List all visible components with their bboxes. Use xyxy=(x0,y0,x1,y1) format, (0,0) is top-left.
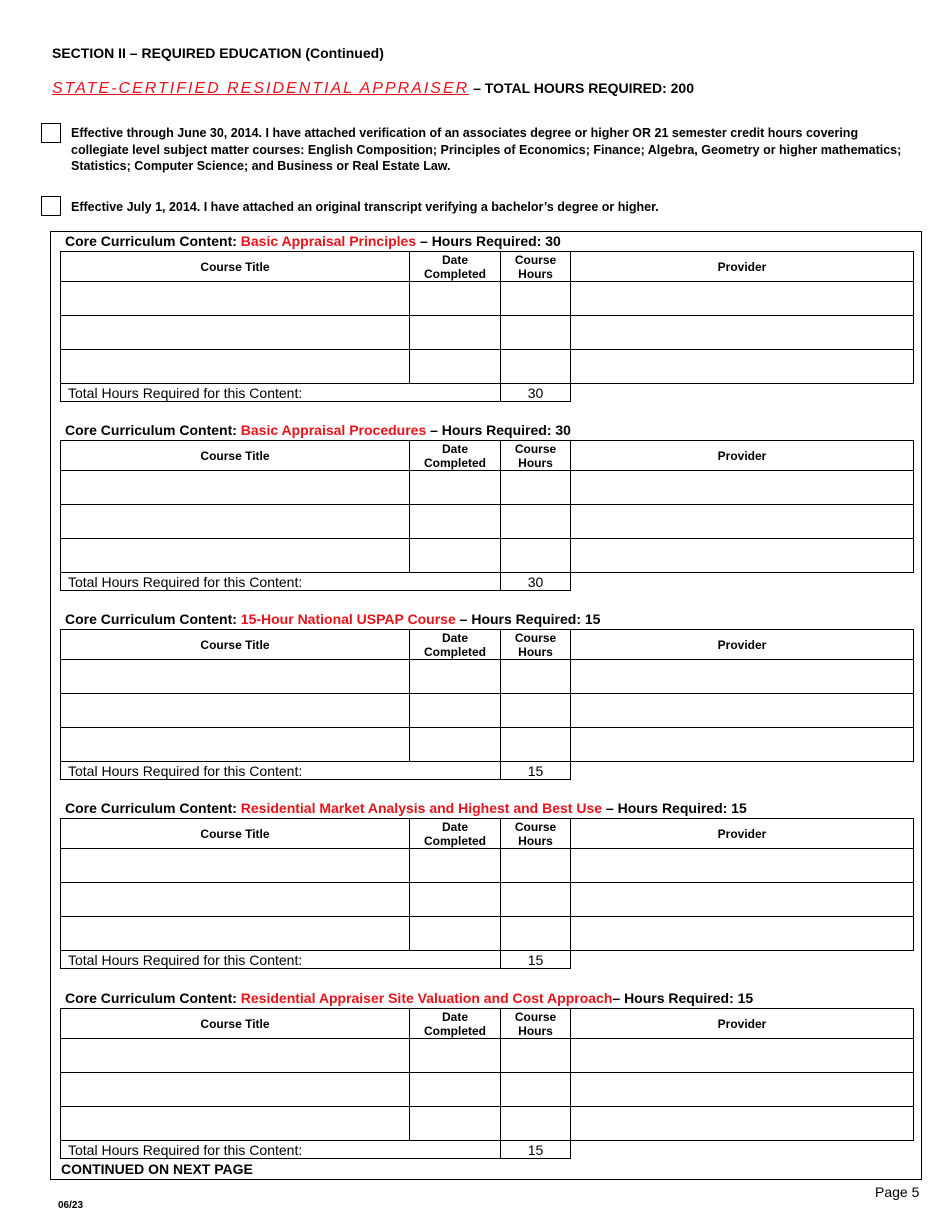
header-provider: Provider xyxy=(571,630,914,660)
course-table-5 xyxy=(60,1008,914,1159)
header-course-hours: Course Hours xyxy=(501,441,571,471)
date-completed-input[interactable] xyxy=(410,282,500,315)
course-hours-input[interactable] xyxy=(501,282,570,315)
provider-input[interactable] xyxy=(571,350,913,383)
table-row xyxy=(61,505,914,539)
core-content-label-1 xyxy=(65,233,561,249)
course-title-input[interactable] xyxy=(61,1073,409,1106)
provider-input[interactable] xyxy=(571,883,913,916)
core-content-hours: – Hours Required: 15 xyxy=(455,611,601,627)
course-title-input[interactable] xyxy=(61,660,409,693)
course-title-input[interactable] xyxy=(61,282,409,315)
date-completed-input[interactable] xyxy=(410,505,500,538)
provider-input[interactable] xyxy=(571,316,913,349)
date-completed-input[interactable] xyxy=(410,350,500,383)
core-content-label-4 xyxy=(65,800,747,816)
total-label: Total Hours Required for this Content: xyxy=(61,573,501,591)
table-row xyxy=(61,1039,914,1073)
page-number: Page 5 xyxy=(875,1184,920,1200)
option-1-text: Effective through June 30, 2014. I have attached verification of an associates degree or higher OR 21 semester credit hours covering collegiate level subject matter courses: English Composition; Principles of Economics; Finance; Algebra, Geometry or higher mathematics; Statistics; Computer Science; and Business or Real Estate Law. xyxy=(71,126,902,173)
header-date-completed: Date Completed xyxy=(410,819,501,849)
total-hours-value: 15 xyxy=(501,951,571,969)
core-content-topic: Basic Appraisal Procedures xyxy=(240,422,427,438)
header-course-title: Course Title xyxy=(61,441,410,471)
provider-input[interactable] xyxy=(571,539,913,572)
option-2-checkbox[interactable] xyxy=(41,196,61,216)
core-content-hours: – Hours Required: 15 xyxy=(612,990,754,1006)
core-content-prefix: Core Curriculum Content: xyxy=(65,611,241,627)
course-table-3 xyxy=(60,629,914,780)
total-row xyxy=(61,762,914,780)
date-completed-input[interactable] xyxy=(410,1039,500,1072)
provider-input[interactable] xyxy=(571,849,913,882)
date-completed-input[interactable] xyxy=(410,694,500,727)
total-row-spacer xyxy=(571,573,914,591)
total-row xyxy=(61,951,914,969)
section-title: SECTION II – REQUIRED EDUCATION (Continued) xyxy=(52,45,384,61)
course-hours-input[interactable] xyxy=(501,471,570,504)
provider-input[interactable] xyxy=(571,917,913,950)
header-course-hours: Course Hours xyxy=(501,1009,571,1039)
course-hours-input[interactable] xyxy=(501,539,570,572)
table-row xyxy=(61,883,914,917)
total-label: Total Hours Required for this Content: xyxy=(61,762,501,780)
header-provider: Provider xyxy=(571,441,914,471)
date-completed-input[interactable] xyxy=(410,539,500,572)
total-row-spacer xyxy=(571,951,914,969)
header-date-completed: Date Completed xyxy=(410,252,501,282)
core-content-topic: Residential Appraiser Site Valuation and Cost Approach xyxy=(240,990,613,1006)
header-course-hours: Course Hours xyxy=(501,819,571,849)
total-label: Total Hours Required for this Content: xyxy=(61,951,501,969)
course-hours-input[interactable] xyxy=(501,1039,570,1072)
table-row xyxy=(61,694,914,728)
course-hours-input[interactable] xyxy=(501,917,570,950)
date-completed-input[interactable] xyxy=(410,883,500,916)
certification-heading xyxy=(52,80,694,98)
header-date-completed: Date Completed xyxy=(410,630,501,660)
course-hours-input[interactable] xyxy=(501,350,570,383)
table-row xyxy=(61,471,914,505)
table-header-row xyxy=(61,441,914,471)
total-hours-value: 30 xyxy=(501,384,571,402)
header-course-hours: Course Hours xyxy=(501,630,571,660)
provider-input[interactable] xyxy=(571,471,913,504)
provider-input[interactable] xyxy=(571,505,913,538)
header-date-completed: Date Completed xyxy=(410,441,501,471)
course-title-input[interactable] xyxy=(61,505,409,538)
table-row xyxy=(61,316,914,350)
total-hours-value: 30 xyxy=(501,573,571,591)
course-title-input[interactable] xyxy=(61,471,409,504)
course-title-input[interactable] xyxy=(61,539,409,572)
certification-title: STATE-CERTIFIED RESIDENTIAL APPRAISER xyxy=(52,80,470,97)
core-content-topic: Residential Market Analysis and Highest and Best Use xyxy=(240,800,603,816)
provider-input[interactable] xyxy=(571,694,913,727)
header-provider: Provider xyxy=(571,1009,914,1039)
header-course-hours: Course Hours xyxy=(501,252,571,282)
course-table-4 xyxy=(60,818,914,969)
date-completed-input[interactable] xyxy=(410,1107,500,1140)
core-content-prefix: Core Curriculum Content: xyxy=(65,422,241,438)
table-row xyxy=(61,917,914,951)
table-header-row xyxy=(61,819,914,849)
course-title-input[interactable] xyxy=(61,694,409,727)
course-title-input[interactable] xyxy=(61,350,409,383)
course-hours-input[interactable] xyxy=(501,883,570,916)
total-row-spacer xyxy=(571,1141,914,1159)
date-completed-input[interactable] xyxy=(410,849,500,882)
table-header-row xyxy=(61,252,914,282)
core-content-label-5 xyxy=(65,990,753,1006)
total-row xyxy=(61,573,914,591)
course-hours-input[interactable] xyxy=(501,316,570,349)
date-completed-input[interactable] xyxy=(410,1073,500,1106)
core-content-topic: 15-Hour National USPAP Course xyxy=(240,611,456,627)
total-label: Total Hours Required for this Content: xyxy=(61,1141,501,1159)
option-2-text: Effective July 1, 2014. I have attached an original transcript verifying a bachelor’s degree or higher. xyxy=(71,200,659,214)
course-title-input[interactable] xyxy=(61,1107,409,1140)
course-table-1 xyxy=(60,251,914,402)
header-provider: Provider xyxy=(571,819,914,849)
table-row xyxy=(61,1073,914,1107)
option-1-checkbox[interactable] xyxy=(41,123,61,143)
course-hours-input[interactable] xyxy=(501,1107,570,1140)
total-label: Total Hours Required for this Content: xyxy=(61,384,501,402)
course-hours-input[interactable] xyxy=(501,728,570,761)
course-title-input[interactable] xyxy=(61,316,409,349)
core-content-hours: – Hours Required: 15 xyxy=(602,800,747,816)
provider-input[interactable] xyxy=(571,282,913,315)
course-title-input[interactable] xyxy=(61,728,409,761)
course-hours-input[interactable] xyxy=(501,694,570,727)
provider-input[interactable] xyxy=(571,660,913,693)
date-completed-input[interactable] xyxy=(410,316,500,349)
table-row xyxy=(61,849,914,883)
core-content-label-2 xyxy=(65,422,571,438)
course-title-input[interactable] xyxy=(61,1039,409,1072)
course-table-2 xyxy=(60,440,914,591)
continued-note: CONTINUED ON NEXT PAGE xyxy=(61,1161,253,1177)
header-course-title: Course Title xyxy=(61,252,410,282)
header-provider: Provider xyxy=(571,252,914,282)
table-header-row xyxy=(61,1009,914,1039)
course-hours-input[interactable] xyxy=(501,1073,570,1106)
total-hours-value: 15 xyxy=(501,762,571,780)
header-course-title: Course Title xyxy=(61,630,410,660)
provider-input[interactable] xyxy=(571,728,913,761)
core-content-topic: Basic Appraisal Principles xyxy=(240,233,417,249)
core-content-prefix: Core Curriculum Content: xyxy=(65,990,241,1006)
total-row xyxy=(61,1141,914,1159)
total-row-spacer xyxy=(571,762,914,780)
date-completed-input[interactable] xyxy=(410,471,500,504)
table-header-row xyxy=(61,630,914,660)
provider-input[interactable] xyxy=(571,1107,913,1140)
header-course-title: Course Title xyxy=(61,819,410,849)
table-row xyxy=(61,539,914,573)
provider-input[interactable] xyxy=(571,1073,913,1106)
table-row xyxy=(61,728,914,762)
course-hours-input[interactable] xyxy=(501,505,570,538)
total-row-spacer xyxy=(571,384,914,402)
date-completed-input[interactable] xyxy=(410,660,500,693)
table-row xyxy=(61,1107,914,1141)
table-row xyxy=(61,350,914,384)
total-hours-value: 15 xyxy=(501,1141,571,1159)
core-content-label-3 xyxy=(65,611,600,627)
date-completed-input[interactable] xyxy=(410,917,500,950)
course-hours-input[interactable] xyxy=(501,660,570,693)
course-title-input[interactable] xyxy=(61,883,409,916)
table-row xyxy=(61,660,914,694)
core-content-hours: – Hours Required: 30 xyxy=(426,422,571,438)
course-title-input[interactable] xyxy=(61,917,409,950)
header-course-title: Course Title xyxy=(61,1009,410,1039)
core-content-hours: – Hours Required: 30 xyxy=(416,233,561,249)
provider-input[interactable] xyxy=(571,1039,913,1072)
total-row xyxy=(61,384,914,402)
course-hours-input[interactable] xyxy=(501,849,570,882)
certification-total-hours: – TOTAL HOURS REQUIRED: 200 xyxy=(469,80,695,96)
core-content-prefix: Core Curriculum Content: xyxy=(65,233,241,249)
revision-date: 06/23 xyxy=(58,1200,84,1211)
core-content-prefix: Core Curriculum Content: xyxy=(65,800,241,816)
date-completed-input[interactable] xyxy=(410,728,500,761)
header-date-completed: Date Completed xyxy=(410,1009,501,1039)
table-row xyxy=(61,282,914,316)
course-title-input[interactable] xyxy=(61,849,409,882)
